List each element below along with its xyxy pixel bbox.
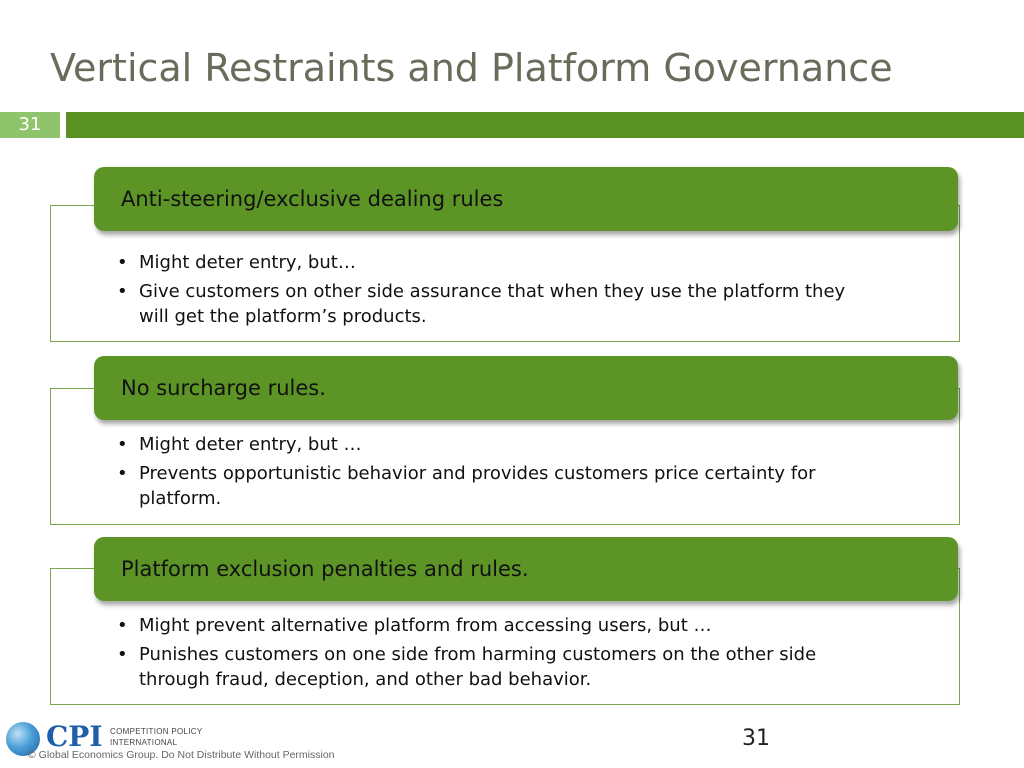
- section-1-bullet-1: • Might deter entry, but…: [117, 252, 356, 273]
- copyright-notice: © Global Economics Group. Do Not Distribute Without Permission: [28, 749, 335, 761]
- slide-number-tab: 31: [0, 112, 60, 138]
- logo-subtitle: COMPETITION POLICY INTERNATIONAL: [110, 727, 203, 747]
- title-underline-bar: [66, 112, 1024, 138]
- section-3-bullets: [115, 613, 875, 696]
- logo-text: CPI: [46, 720, 103, 753]
- page-number: 31: [742, 726, 770, 751]
- section-2-bullet-2: • Prevents opportunistic behavior and provides customers price certainty for platform.: [117, 463, 816, 509]
- slide-title: Vertical Restraints and Platform Governance: [50, 46, 893, 90]
- bullet-dot-icon: •: [117, 463, 128, 484]
- section-3-heading: Platform exclusion penalties and rules.: [94, 537, 958, 601]
- section-1-bullet-2: • Give customers on other side assurance that when they use the platform they will get the platform’s products.: [117, 281, 846, 327]
- section-3-bullet-2: • Punishes customers on one side from harming customers on the other side through fraud, deception, and other bad behavior.: [117, 644, 817, 690]
- bullet-dot-icon: •: [117, 281, 128, 302]
- bullet-dot-icon: •: [117, 434, 128, 455]
- section-1-bullets: [115, 250, 875, 333]
- section-1-heading: Anti-steering/exclusive dealing rules: [94, 167, 958, 231]
- bullet-dot-icon: •: [117, 644, 128, 665]
- bullet-dot-icon: •: [117, 252, 128, 273]
- section-2-bullet-1: • Might deter entry, but …: [117, 434, 362, 455]
- section-2-heading: No surcharge rules.: [94, 356, 958, 420]
- bullet-dot-icon: •: [117, 615, 128, 636]
- section-2-bullets: [115, 432, 875, 515]
- section-3-bullet-1: • Might prevent alternative platform from accessing users, but …: [117, 615, 712, 636]
